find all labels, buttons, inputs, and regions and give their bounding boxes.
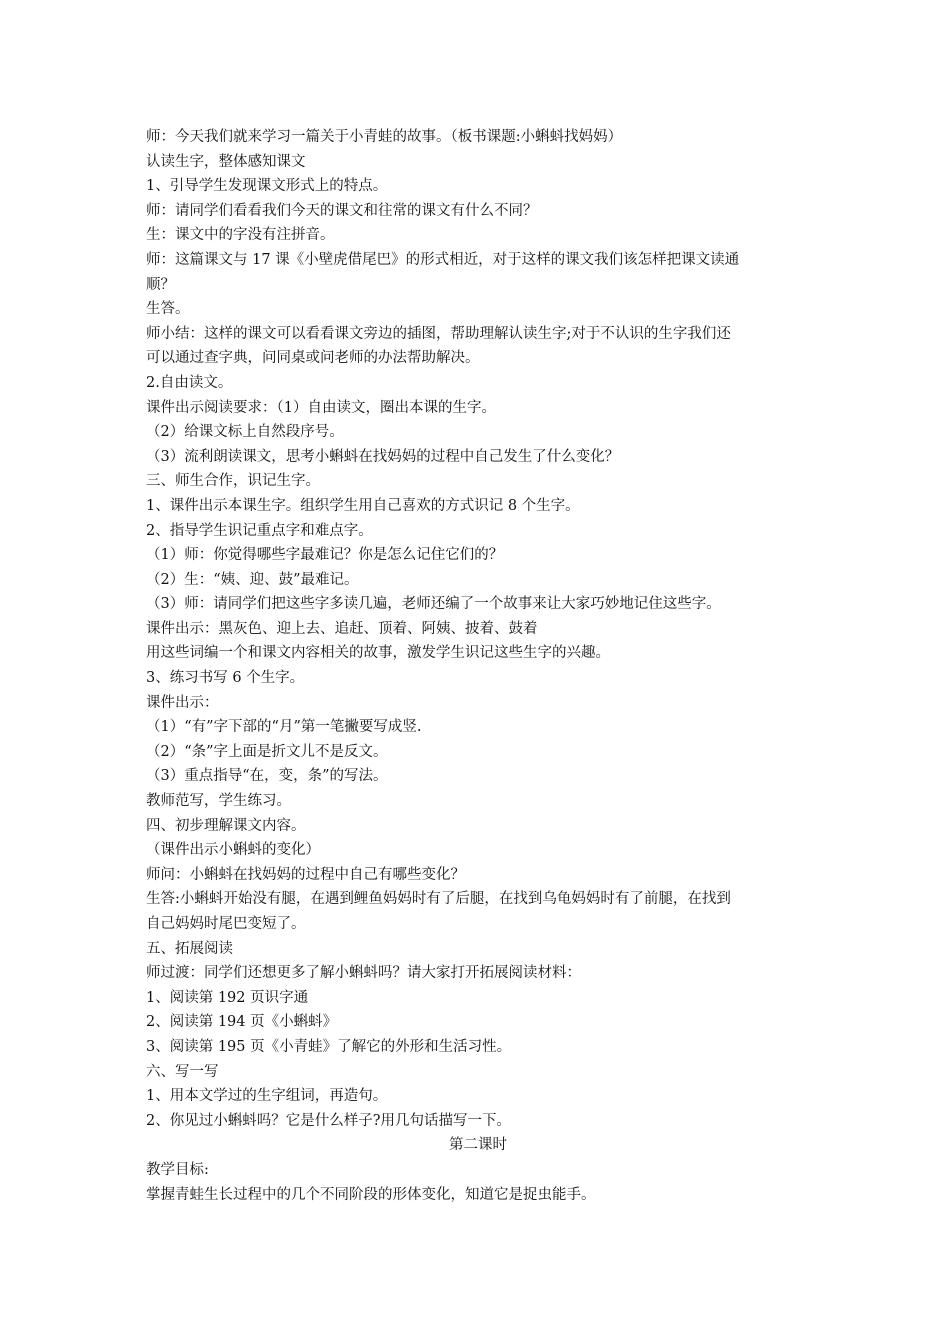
text-line: （课件出示小蝌蚪的变化） bbox=[146, 842, 320, 859]
text-line: 师：今天我们就来学习一篇关于小青蛙的故事。（板书课题:小蝌蚪找妈妈） bbox=[146, 129, 623, 145]
section-heading: 五、拓展阅读 bbox=[146, 940, 233, 957]
text-line: 生答:小蝌蚪开始没有腿，在遇到鲤鱼妈妈时有了后腿，在找到乌龟妈妈时有了前腿，在找到 bbox=[146, 891, 731, 908]
text-line: 课件出示：黑灰色、迎上去、追赶、顶着、阿姨、披着、鼓着 bbox=[146, 620, 538, 637]
text-line: 1、阅读第 192 页识字通 bbox=[146, 989, 309, 1006]
document-page bbox=[146, 125, 810, 1207]
text-line: （1）“有”字下部的“月”第一笔撇要写成竖. bbox=[146, 719, 422, 736]
text-line: 可以通过查字典，问同桌或问老师的办法帮助解决。 bbox=[146, 350, 480, 367]
text-line: 师过渡：同学们还想更多了解小蝌蚪吗？请大家打开拓展阅读材料： bbox=[146, 965, 581, 982]
text-line: 2、阅读第 194 页《小蝌蚪》 bbox=[146, 1014, 338, 1031]
text-line: 掌握青蛙生长过程中的几个不同阶段的形体变化，知道它是捉虫能手。 bbox=[146, 1186, 596, 1203]
text-line: 生答。 bbox=[146, 301, 190, 318]
text-line: 2、你见过小蝌蚪吗？它是什么样子?用几句话描写一下。 bbox=[146, 1112, 511, 1129]
text-line: 师小结：这样的课文可以看看课文旁边的插图，帮助理解认读生字;对于不认识的生字我们还 bbox=[146, 325, 731, 342]
text-line: 自己妈妈时尾巴变短了。 bbox=[146, 916, 306, 932]
text-line: （3）流利朗读课文，思考小蝌蚪在找妈妈的过程中自己发生了什么变化？ bbox=[146, 448, 620, 465]
text-line: （3）重点指导“在，变，条”的写法。 bbox=[146, 768, 388, 785]
section-heading: 认读生字，整体感知课文 bbox=[146, 153, 306, 170]
text-line: 课件出示： bbox=[146, 694, 219, 711]
text-line: 1、引导学生发现课文形式上的特点。 bbox=[146, 178, 388, 195]
text-line: 1、课件出示本课生字。组织学生用自己喜欢的方式识记 8 个生字。 bbox=[146, 497, 580, 514]
section-heading: 三、师生合作，识记生字。 bbox=[146, 473, 320, 490]
section-heading: 教学目标: bbox=[146, 1161, 209, 1178]
text-line: 顺？ bbox=[146, 276, 175, 293]
text-line: （1）师：你觉得哪些字最难记？你是怎么记住它们的？ bbox=[146, 547, 504, 564]
text-line: （2）“条”字上面是折文儿不是反文。 bbox=[146, 743, 388, 760]
text-line: 1、用本文学过的生字组词，再造句。 bbox=[146, 1088, 388, 1105]
text-line: 课件出示阅读要求：（1）自由读文，圈出本课的生字。 bbox=[146, 399, 496, 416]
text-line: （2）生：“姨、迎、鼓”最难记。 bbox=[146, 571, 359, 588]
text-line: 师问：小蝌蚪在找妈妈的过程中自己有哪些变化？ bbox=[146, 866, 465, 883]
section-heading: 四、初步理解课文内容。 bbox=[146, 817, 306, 834]
section-heading: 六、写一写 bbox=[146, 1063, 219, 1080]
text-line: 3、阅读第 195 页《小青蛙》了解它的外形和生活习性。 bbox=[146, 1038, 512, 1055]
lesson-title: 第二课时 bbox=[449, 1137, 507, 1154]
text-line: 2、指导学生识记重点字和难点字。 bbox=[146, 522, 373, 539]
text-line: 师：请同学们看看我们今天的课文和往常的课文有什么不同？ bbox=[146, 202, 538, 219]
text-line: 师：这篇课文与 17 课《小壁虎借尾巴》的形式相近，对于这样的课文我们该怎样把课文读通 bbox=[146, 251, 740, 268]
text-line: 用这些词编一个和课文内容相关的故事，激发学生识记这些生字的兴趣。 bbox=[146, 645, 610, 662]
text-line: 教师范写，学生练习。 bbox=[146, 793, 291, 810]
text-line: （3）师：请同学们把这些字多读几遍，老师还编了一个故事来让大家巧妙地记住这些字。 bbox=[146, 596, 721, 613]
text-line: （2）给课文标上自然段序号。 bbox=[146, 424, 344, 441]
text-line: 2.自由读文。 bbox=[146, 374, 233, 391]
text-line: 3、练习书写 6 个生字。 bbox=[146, 670, 305, 687]
text-line: 生：课文中的字没有注拼音。 bbox=[146, 227, 335, 244]
